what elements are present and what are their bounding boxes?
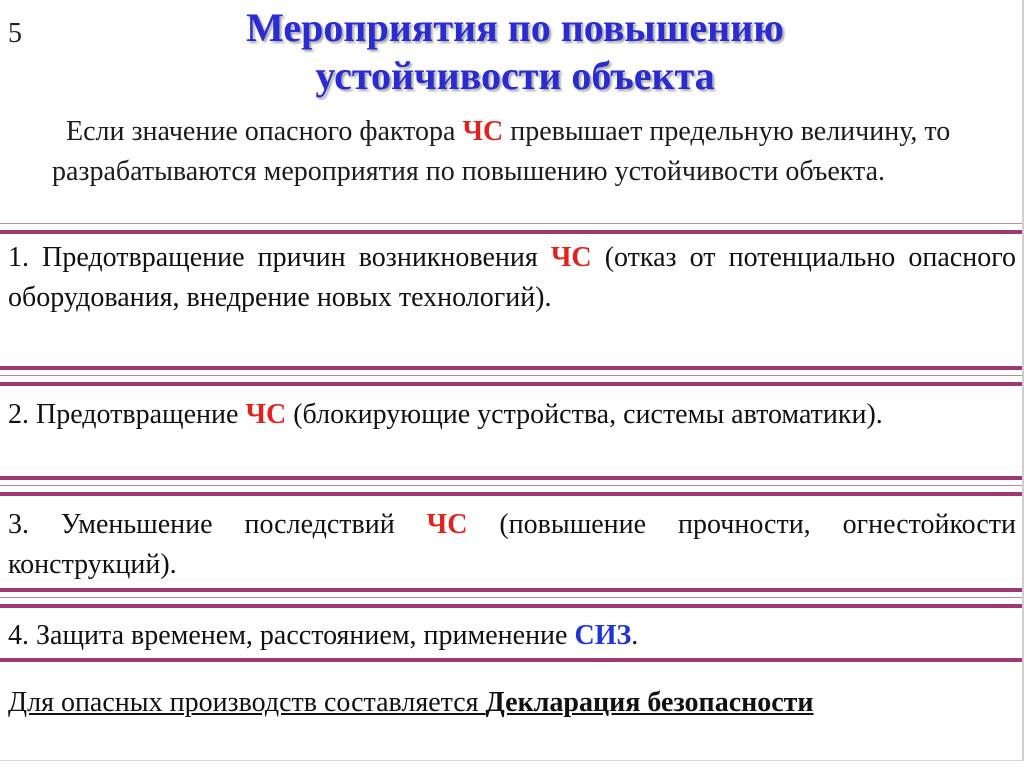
title-line-2: устойчивости объекта: [315, 53, 715, 98]
measure-2-text-after: (блокирующие устройства, системы автоматики).: [286, 399, 883, 430]
intro-paragraph: [52, 112, 982, 192]
measure-3-highlight: ЧС: [426, 509, 468, 540]
measure-1-text-before: 1. Предотвращение причин возникновения: [8, 242, 551, 273]
footer-note: [8, 684, 814, 722]
slide-number: 5: [8, 18, 22, 49]
slide-title: [120, 4, 910, 100]
intro-text-after: превышает предельную величину, то разрабатываются мероприятия по повышению устойчивости объекта.: [52, 116, 951, 187]
footer-text: Для опасных производств составляется: [8, 687, 486, 718]
measure-3-text-before: 3. Уменьшение последствий: [8, 509, 427, 540]
title-line-1: Мероприятия по повышению: [246, 5, 784, 50]
measure-1-text-after: (отказ от потенциально опасного оборудования, внедрение новых технологий).: [8, 242, 1016, 313]
measure-3-text-after: (повышение прочности, огнестойкости конструкций).: [8, 509, 1016, 580]
measure-4-text-before: 4. Защита временем, расстоянием, применение: [8, 620, 575, 651]
footer-declaration: Декларация безопасности: [485, 687, 814, 718]
measure-4-highlight: СИЗ: [574, 620, 632, 651]
measure-item-4: [0, 604, 1022, 662]
measure-item-1: [0, 230, 1022, 370]
intro-text-before: Если значение опасного фактора: [66, 116, 463, 147]
measure-2-text-before: 2. Предотвращение: [8, 399, 246, 430]
measure-1-highlight: ЧС: [550, 242, 592, 273]
measure-2-highlight: ЧС: [245, 399, 287, 430]
measure-item-3: [0, 492, 1022, 592]
measure-4-text-after: .: [631, 620, 639, 651]
intro-highlight: ЧС: [462, 116, 504, 147]
measure-item-2: [0, 382, 1022, 480]
